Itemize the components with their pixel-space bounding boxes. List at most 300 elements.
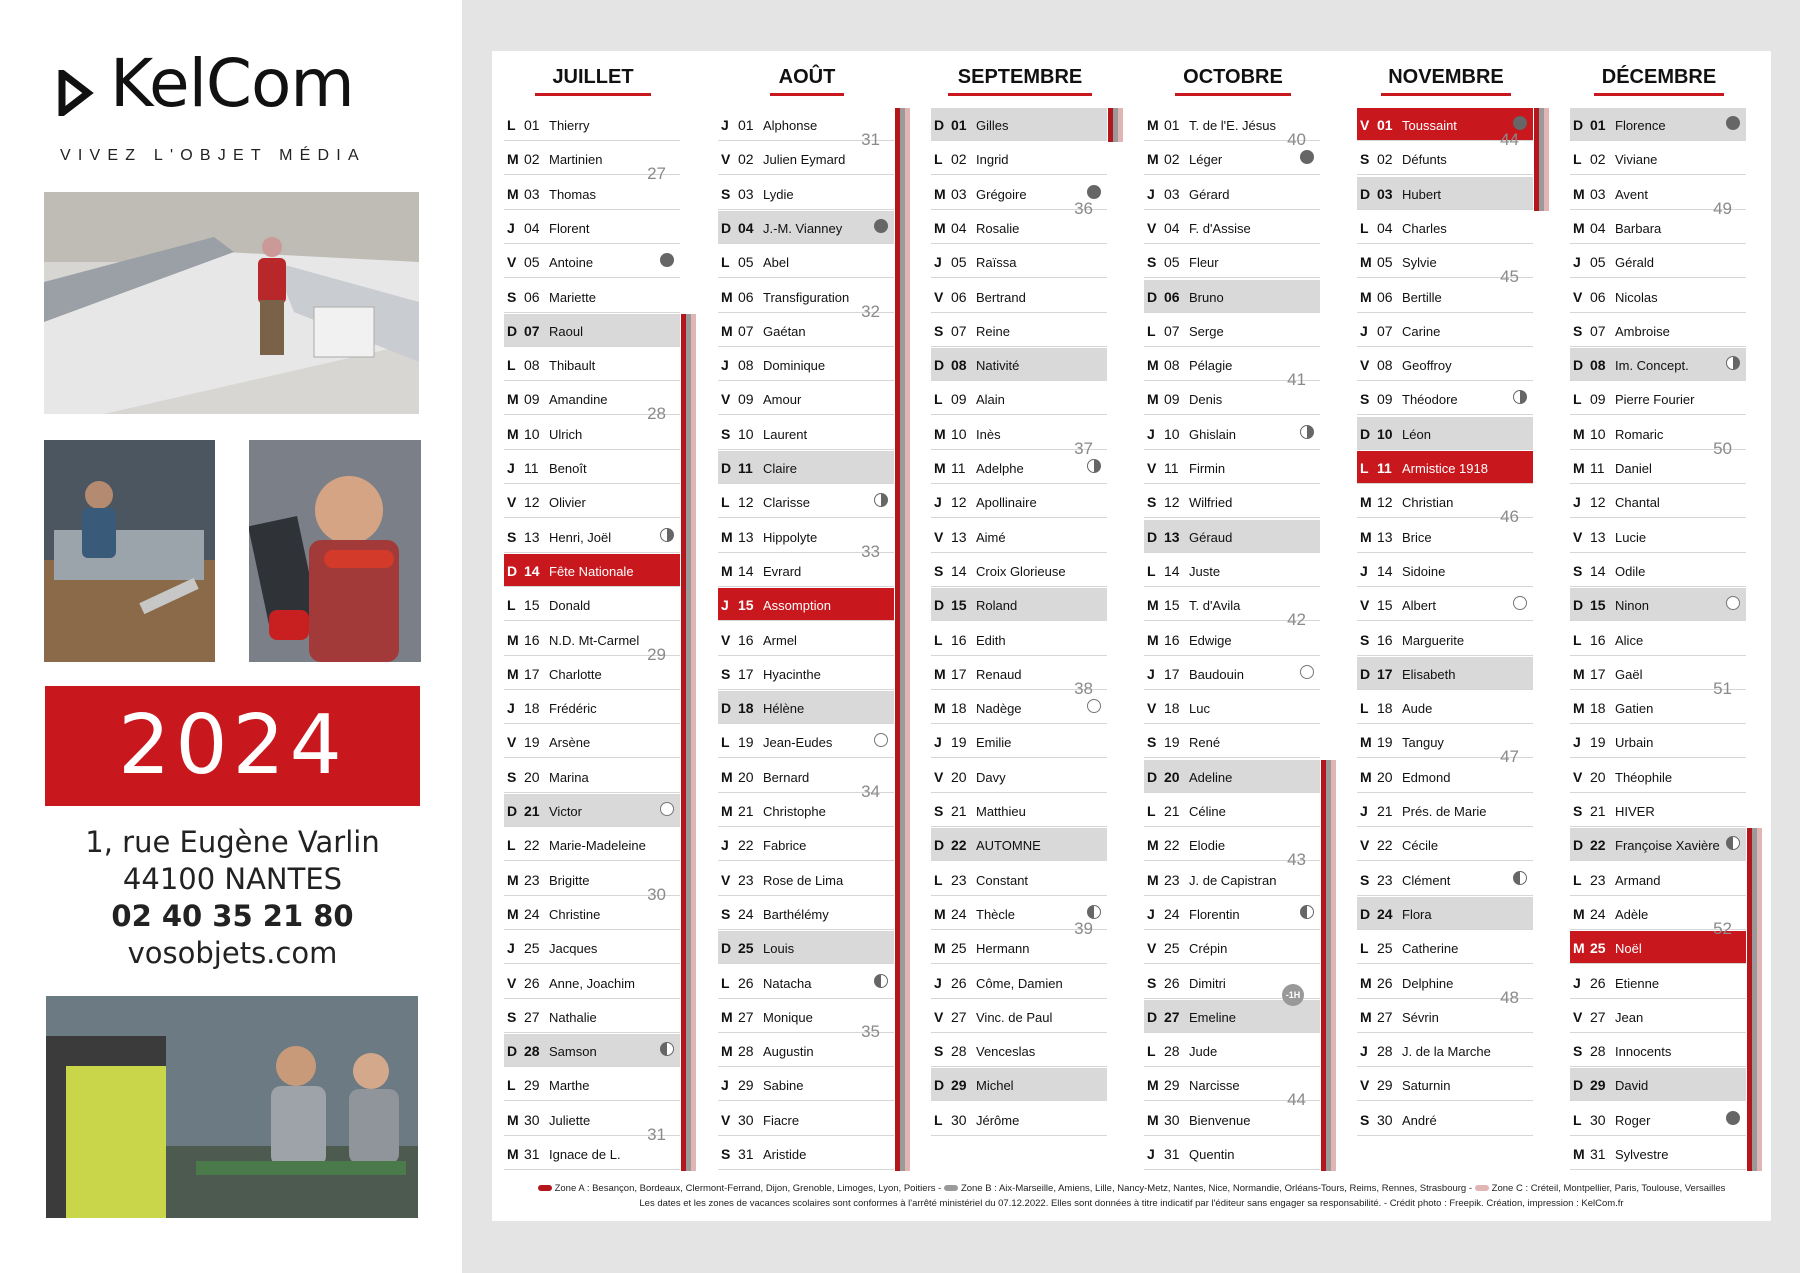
saint-name: Alice <box>1615 632 1644 648</box>
contact-block <box>45 824 420 972</box>
weekday-letter: M <box>1147 391 1159 408</box>
day-row <box>718 657 894 690</box>
saint-name: Edmond <box>1402 769 1451 785</box>
saint-name: Christian <box>1402 495 1454 511</box>
weekday-letter: D <box>721 219 732 236</box>
week-number: 45 <box>1500 267 1519 287</box>
day-number: 30 <box>1590 1111 1606 1128</box>
day-number: 24 <box>951 905 967 922</box>
day-number: 04 <box>951 219 967 236</box>
saint-name: Antoine <box>549 255 594 271</box>
month-underline <box>1175 93 1291 96</box>
saint-name: Matthieu <box>976 804 1026 819</box>
day-row <box>718 211 894 244</box>
day-number: 09 <box>1590 391 1606 408</box>
saint-name: Charlotte <box>549 666 602 682</box>
day-number: 21 <box>1590 803 1606 819</box>
saint-name: Catherine <box>1402 941 1459 957</box>
saint-name: Natacha <box>763 975 812 991</box>
day-row <box>718 725 894 758</box>
saint-name: Fiacre <box>763 1112 800 1128</box>
saint-name: Jacques <box>549 941 598 957</box>
saint-name: Albert <box>1402 598 1436 614</box>
weekday-letter: L <box>1573 391 1582 408</box>
day-row <box>931 828 1107 861</box>
day-row <box>1357 177 1533 210</box>
weekday-letter: M <box>1573 219 1585 236</box>
day-number: 31 <box>1590 1146 1606 1162</box>
day-row <box>1357 417 1533 450</box>
weekday-letter: L <box>1360 219 1369 236</box>
brand-name: KelCom <box>110 45 354 122</box>
week-number: 46 <box>1500 507 1519 527</box>
day-row <box>1570 1000 1746 1033</box>
saint-name: Barbara <box>1615 220 1662 236</box>
weekday-letter: L <box>507 357 516 374</box>
day-row <box>718 1103 894 1136</box>
saint-name: Jean <box>1615 1009 1644 1025</box>
day-row <box>1144 485 1320 518</box>
saint-name: Hélène <box>763 701 805 717</box>
weekday-letter: S <box>1360 1111 1370 1128</box>
saint-name: Prés. de Marie <box>1402 804 1487 819</box>
weekday-letter: L <box>1573 1111 1582 1128</box>
day-row <box>931 725 1107 758</box>
weekday-letter: L <box>934 151 943 168</box>
week-number: 28 <box>647 404 666 424</box>
saint-name: Fête Nationale <box>549 563 634 579</box>
day-number: 03 <box>738 185 754 202</box>
week-number: 49 <box>1713 198 1732 218</box>
day-number: 29 <box>738 1077 754 1094</box>
saint-name: Louis <box>763 941 795 957</box>
weekday-letter: D <box>934 357 945 374</box>
day-number: 10 <box>1164 425 1180 442</box>
day-row <box>1570 245 1746 278</box>
moon-lq-icon <box>1300 905 1314 919</box>
website: vosobjets.com <box>127 936 338 970</box>
day-number: 16 <box>951 631 967 648</box>
saint-name: Marthe <box>549 1078 590 1094</box>
saint-name: T. d'Avila <box>1189 598 1241 614</box>
day-row <box>1570 1034 1746 1067</box>
weekday-letter: M <box>1573 185 1585 202</box>
day-row <box>1357 1068 1533 1101</box>
saint-name: Augustin <box>763 1044 814 1060</box>
weekday-letter: L <box>1573 151 1582 168</box>
saint-name: Marina <box>549 769 589 785</box>
saint-name: Transfiguration <box>763 289 850 305</box>
day-number: 19 <box>1377 734 1393 751</box>
weekday-letter: M <box>721 528 733 545</box>
saint-name: Inès <box>976 426 1001 442</box>
day-number: 28 <box>738 1043 754 1060</box>
day-number: 07 <box>524 322 540 339</box>
saint-name: Arsène <box>549 735 591 751</box>
factory-photo-1 <box>44 192 419 414</box>
saint-name: Edith <box>976 632 1006 648</box>
day-number: 25 <box>951 940 967 957</box>
day-number: 05 <box>524 254 540 271</box>
day-row <box>1144 760 1320 793</box>
saint-name: Wilfried <box>1189 495 1233 511</box>
day-row <box>1144 314 1320 347</box>
saint-name: J. de la Marche <box>1402 1044 1491 1060</box>
week-number: 40 <box>1287 130 1306 149</box>
saint-name: Daniel <box>1615 461 1652 476</box>
day-number: 01 <box>1590 117 1606 133</box>
month-title: OCTOBRE <box>1183 66 1283 88</box>
saint-name: Brigitte <box>549 872 590 888</box>
day-number: 29 <box>1590 1077 1606 1094</box>
weekday-letter: S <box>507 288 517 305</box>
calendar-sheet <box>492 51 1771 1221</box>
weekday-letter: M <box>507 1111 519 1128</box>
saint-name: Evrard <box>763 563 802 579</box>
day-row <box>931 554 1107 587</box>
day-number: 27 <box>738 1008 754 1025</box>
weekday-letter: L <box>934 871 943 888</box>
day-number: 03 <box>951 185 967 202</box>
day-row <box>1357 863 1533 896</box>
weekday-letter: L <box>1360 940 1369 957</box>
workshop-photo <box>44 440 215 662</box>
school-holiday-zone-c-bar <box>691 314 696 1172</box>
saint-name: Edwige <box>1189 632 1232 648</box>
day-row <box>718 451 894 484</box>
day-number: 26 <box>1377 974 1393 991</box>
day-number: 17 <box>1377 665 1393 682</box>
week-number: 30 <box>647 884 666 904</box>
saint-name: Noël <box>1615 941 1642 957</box>
saint-name: Laurent <box>763 426 808 442</box>
saint-name: Aristide <box>763 1147 807 1162</box>
month-title: AOÛT <box>778 66 836 88</box>
saint-name: Céline <box>1189 804 1226 819</box>
weekday-letter: M <box>721 322 733 339</box>
day-row <box>1357 348 1533 381</box>
day-row <box>718 245 894 278</box>
weekday-letter: J <box>1573 974 1581 991</box>
day-number: 16 <box>738 631 754 648</box>
day-row <box>1144 451 1320 484</box>
weekday-letter: V <box>1147 940 1157 957</box>
day-number: 09 <box>1377 391 1393 408</box>
weekday-letter: L <box>721 494 730 511</box>
saint-name: Nicolas <box>1615 289 1658 305</box>
weekday-letter: D <box>1147 288 1158 305</box>
weekday-letter: M <box>1360 528 1372 545</box>
day-row <box>718 691 894 724</box>
day-number: 26 <box>951 974 967 991</box>
weekday-letter: D <box>507 322 518 339</box>
weekday-letter: V <box>1360 837 1370 854</box>
weekday-letter: M <box>1147 151 1159 168</box>
weekday-letter: V <box>1147 700 1157 717</box>
month-underline <box>535 93 651 96</box>
weekday-letter: S <box>1147 734 1157 751</box>
school-holiday-zone-c-bar <box>1757 828 1762 1171</box>
saint-name: Sabine <box>763 1078 804 1094</box>
day-number: 02 <box>738 151 754 168</box>
saint-name: Samson <box>549 1044 597 1060</box>
moon-lq-icon <box>1513 871 1527 885</box>
week-number: 31 <box>647 1124 666 1144</box>
weekday-letter: V <box>1147 460 1157 476</box>
saint-name: Gaétan <box>763 323 806 339</box>
day-number: 29 <box>1164 1077 1180 1094</box>
weekday-letter: J <box>1147 1146 1155 1162</box>
day-number: 17 <box>524 665 540 682</box>
weekday-letter: L <box>934 631 943 648</box>
weekday-letter: J <box>1360 1043 1368 1060</box>
day-row <box>504 314 680 347</box>
weekday-letter: D <box>1573 357 1584 374</box>
month-underline <box>948 93 1092 96</box>
weekday-letter: M <box>934 700 946 717</box>
weekday-letter: M <box>1360 1008 1372 1025</box>
day-number: 02 <box>951 151 967 168</box>
disclaimer: Les dates et les zones de vacances scolaires sont conformes à l'arrêté ministériel du 07.12.2022. Elles sont données à titre indicatif par l'éditeur sans engager sa responsabilité. - Crédit photo : Freepik. Création, impression : KelCom.fr <box>639 1198 1624 1209</box>
zone-a-text: Zone A : Besançon, Bordeaux, Clermont-Ferrand, Dijon, Grenoble, Limoges, Lyon, Poitiers - <box>554 1183 942 1194</box>
saint-name: Barthélémy <box>763 906 829 922</box>
weekday-letter: D <box>1573 837 1584 854</box>
day-number: 26 <box>1164 974 1180 991</box>
weekday-letter: V <box>1360 117 1370 133</box>
day-row <box>1144 989 1320 1033</box>
weekday-letter: M <box>721 768 733 785</box>
saint-name: Sévrin <box>1402 1009 1439 1025</box>
day-row <box>504 760 680 793</box>
month-title: SEPTEMBRE <box>957 66 1083 88</box>
day-number: 31 <box>524 1146 540 1162</box>
saint-name: Romaric <box>1615 426 1664 442</box>
week-number: 29 <box>647 644 666 664</box>
weekday-letter: M <box>1573 425 1585 442</box>
day-number: 01 <box>524 117 540 133</box>
weekday-letter: M <box>507 631 519 648</box>
day-number: 31 <box>738 1146 754 1162</box>
day-row <box>931 108 1107 141</box>
saint-name: Dominique <box>763 358 826 374</box>
weekday-letter: M <box>1147 871 1159 888</box>
saint-name: Reine <box>976 323 1010 339</box>
weekday-letter: L <box>721 734 730 751</box>
day-row <box>718 931 894 964</box>
day-row <box>931 348 1107 381</box>
saint-name: Im. Concept. <box>1615 358 1689 374</box>
weekday-letter: L <box>1147 562 1156 579</box>
saint-name: Florentin <box>1189 906 1240 922</box>
day-number: 01 <box>951 117 967 133</box>
weekday-letter: V <box>507 254 517 271</box>
day-number: 18 <box>951 700 967 717</box>
day-number: 24 <box>1377 905 1393 922</box>
day-number: 23 <box>1164 871 1180 888</box>
week-number: 47 <box>1500 747 1519 767</box>
day-number: 10 <box>738 425 754 442</box>
weekday-letter: M <box>507 665 519 682</box>
day-number: 15 <box>738 597 754 614</box>
day-row <box>504 554 680 587</box>
saint-name: Gérald <box>1615 255 1655 271</box>
day-number: 09 <box>1164 391 1180 408</box>
saint-name: Geoffroy <box>1402 358 1452 374</box>
saint-name: Léger <box>1189 152 1223 168</box>
day-number: 16 <box>1590 631 1606 648</box>
day-number: 12 <box>1377 494 1393 511</box>
day-row <box>718 177 894 210</box>
day-number: 27 <box>951 1008 967 1025</box>
saint-name: Françoise Xavière <box>1615 838 1720 854</box>
day-number: 01 <box>1377 117 1393 133</box>
saint-name: Hyacinthe <box>763 666 821 682</box>
day-number: 07 <box>1590 322 1606 339</box>
day-number: 30 <box>951 1111 967 1128</box>
saint-name: Armand <box>1615 872 1661 888</box>
dst-badge: -1H <box>1282 984 1304 1006</box>
day-number: 05 <box>951 254 967 271</box>
day-number: 14 <box>524 562 540 579</box>
saint-name: Ghislain <box>1189 426 1236 442</box>
day-number: 02 <box>1164 151 1180 168</box>
moon-new-icon <box>1726 116 1740 130</box>
day-number: 25 <box>1377 940 1393 957</box>
moon-full-icon <box>1087 699 1101 713</box>
saint-name: Narcisse <box>1189 1078 1240 1094</box>
saint-name: Léon <box>1402 426 1431 442</box>
day-row <box>1570 1068 1746 1101</box>
weekday-letter: S <box>507 1008 517 1025</box>
moon-lq-icon <box>1726 836 1740 850</box>
saint-name: Florence <box>1615 118 1666 133</box>
saint-name: Alain <box>976 392 1005 408</box>
day-number: 27 <box>1377 1008 1393 1025</box>
weekday-letter: J <box>507 940 515 957</box>
day-row <box>504 725 680 758</box>
weekday-letter: V <box>721 871 731 888</box>
day-number: 13 <box>951 528 967 545</box>
saint-name: Juste <box>1189 563 1221 579</box>
saint-name: Armistice 1918 <box>1402 461 1488 476</box>
day-row <box>931 245 1107 278</box>
month-underline <box>770 93 844 96</box>
day-number: 22 <box>1164 837 1180 854</box>
week-number: 36 <box>1074 198 1093 218</box>
saint-name: Julien Eymard <box>763 152 846 168</box>
day-row <box>504 1034 680 1067</box>
day-number: 12 <box>1164 494 1180 511</box>
weekday-letter: S <box>507 528 517 545</box>
weekday-letter: M <box>1573 460 1585 476</box>
day-number: 19 <box>1590 734 1606 751</box>
saint-name: Carine <box>1402 323 1441 339</box>
weekday-letter: M <box>934 219 946 236</box>
day-number: 03 <box>1377 185 1393 202</box>
saint-name: Assomption <box>763 598 831 614</box>
weekday-letter: L <box>1147 1043 1156 1060</box>
weekday-letter: S <box>1573 803 1583 819</box>
saint-name: Henri, Joël <box>549 529 612 545</box>
week-number: 44 <box>1500 130 1519 149</box>
weekday-letter: D <box>1573 1077 1584 1094</box>
worker-tablet-photo <box>249 440 421 662</box>
day-number: 14 <box>1164 562 1180 579</box>
day-row <box>931 760 1107 793</box>
month-underline <box>1381 93 1511 96</box>
weekday-letter: S <box>1147 254 1157 271</box>
day-row <box>718 1068 894 1101</box>
day-number: 13 <box>738 528 754 545</box>
saint-name: Jérôme <box>976 1112 1020 1128</box>
month-column <box>492 51 694 1181</box>
saint-name: Fabrice <box>763 838 807 854</box>
day-number: 04 <box>1164 219 1180 236</box>
saint-name: Thibault <box>549 358 596 374</box>
day-number: 20 <box>1377 768 1393 785</box>
day-number: 17 <box>1164 665 1180 682</box>
day-row <box>1144 177 1320 210</box>
footer <box>492 1181 1771 1211</box>
weekday-letter: S <box>934 1043 944 1060</box>
day-number: 29 <box>1377 1077 1393 1094</box>
weekday-letter: J <box>721 837 729 854</box>
day-number: 09 <box>524 391 540 408</box>
saint-name: David <box>1615 1078 1649 1094</box>
moon-fq-icon <box>1087 459 1101 473</box>
moon-lq-icon <box>874 974 888 988</box>
saint-name: Raoul <box>549 323 583 339</box>
day-number: 18 <box>1164 700 1180 717</box>
weekday-letter: J <box>1573 734 1581 751</box>
saint-name: Hippolyte <box>763 529 818 545</box>
weekday-letter: J <box>721 357 729 374</box>
day-number: 22 <box>738 837 754 854</box>
month-title: JUILLET <box>552 66 634 88</box>
moon-new-icon <box>874 219 888 233</box>
saint-name: Grégoire <box>976 186 1027 202</box>
weekday-letter: M <box>934 185 946 202</box>
moon-new-icon <box>1300 150 1314 164</box>
weekday-letter: V <box>934 528 944 545</box>
weekday-letter: S <box>721 1146 731 1162</box>
weekday-letter: L <box>1360 460 1369 476</box>
saint-name: Ninon <box>1615 598 1649 614</box>
day-row <box>718 348 894 381</box>
saint-name: Juliette <box>549 1112 591 1128</box>
saint-name: Quentin <box>1189 1147 1235 1162</box>
day-number: 23 <box>524 871 540 888</box>
saint-name: Côme, Damien <box>976 975 1063 991</box>
day-row <box>718 897 894 930</box>
weekday-letter: J <box>1360 322 1368 339</box>
day-row <box>1570 623 1746 656</box>
saint-name: Thierry <box>549 118 590 133</box>
weekday-letter: M <box>1573 940 1585 957</box>
saint-name: Bienvenue <box>1189 1112 1251 1128</box>
day-number: 17 <box>1590 665 1606 682</box>
week-number: 37 <box>1074 438 1093 458</box>
day-number: 08 <box>1164 357 1180 374</box>
weekday-letter: D <box>1360 905 1371 922</box>
weekday-letter: L <box>1573 631 1582 648</box>
weekday-letter: S <box>1573 1043 1583 1060</box>
weekday-letter: D <box>721 940 732 957</box>
day-row <box>931 142 1107 175</box>
day-row <box>1144 417 1320 450</box>
weekday-letter: D <box>1360 665 1371 682</box>
saint-name: Frédéric <box>549 701 597 717</box>
